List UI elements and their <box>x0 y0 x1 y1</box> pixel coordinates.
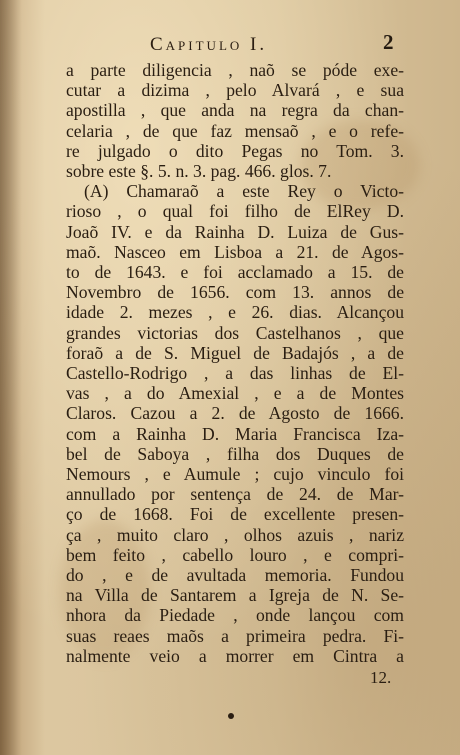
text-line: suas reaes maõs a primeira pedra. Fi- <box>66 625 404 646</box>
text-line: bem feito , cabello louro , e compri- <box>66 544 404 565</box>
text-line: maõ. Nasceo em Lisboa a 21. de Agos- <box>66 241 404 262</box>
text-line: Joaõ IV. e da Rainha D. Luiza de Gus- <box>66 221 404 242</box>
text-line: sobre este §. 5. n. 3. pag. 466. glos. 7. <box>66 161 332 182</box>
text-line: grandes victorias dos Castelhanos , que <box>66 322 404 343</box>
text-line: vas , a do Amexial , e a de Montes <box>66 383 404 404</box>
text-line: a parte diligencia , naõ se póde exe- <box>66 60 404 80</box>
catchword: 12. <box>370 668 392 687</box>
text-line: to de 1643. e foi acclamado a 15. de <box>66 262 404 283</box>
running-head: Capitulo I. <box>150 34 268 55</box>
text-line: rioso , o qual foi filho de ElRey D. <box>66 201 404 222</box>
text-line: ça , muito claro , olhos azuis , nariz <box>66 524 404 545</box>
gutter-shadow <box>0 0 22 755</box>
text-line: idade 2. mezes , e 26. dias. Alcançou <box>66 302 404 323</box>
text-line: Novembro de 1656. com 13. annos de <box>66 282 404 303</box>
text-line: ço de 1668. Foi de excellente presen- <box>66 504 404 525</box>
text-line: apostilla , que anda na regra da chan- <box>66 100 404 121</box>
text-line: Castello-Rodrigo , a das linhas de El- <box>66 363 404 384</box>
text-line: cutar a dizima , pelo Alvará , e sua <box>66 80 404 101</box>
text-line: na Villa de Santarem a Igreja de N. Se- <box>66 585 404 606</box>
text-line: nhora da Piedade , onde lançou com <box>66 605 404 626</box>
text-line: annullado por sentença de 24. de Mar- <box>66 484 404 505</box>
text-line: nalmente veio a morrer em Cintra a <box>66 645 404 666</box>
text-line: Claros. Cazou a 2. de Agosto de 1666. <box>66 403 404 424</box>
page-number: 2 <box>383 30 394 54</box>
body-text <box>66 60 404 666</box>
printer-dot <box>228 713 234 719</box>
text-line: Nemours , e Aumule ; cujo vinculo foi <box>66 464 404 485</box>
text-line: do , e de avultada memoria. Fundou <box>66 565 404 586</box>
text-line: re julgado o dito Pegas no Tom. 3. <box>66 140 404 161</box>
text-line: foraõ a de S. Miguel de Badajós , a de <box>66 342 404 363</box>
text-line: bel de Saboya , filha dos Duques de <box>66 443 404 464</box>
text-line: com a Rainha D. Maria Francisca Iza- <box>66 423 404 444</box>
text-line: celaria , de que faz mensaõ , e o refe- <box>66 120 404 141</box>
text-line: (A) Chamaraõ a este Rey o Victo- <box>84 181 404 202</box>
